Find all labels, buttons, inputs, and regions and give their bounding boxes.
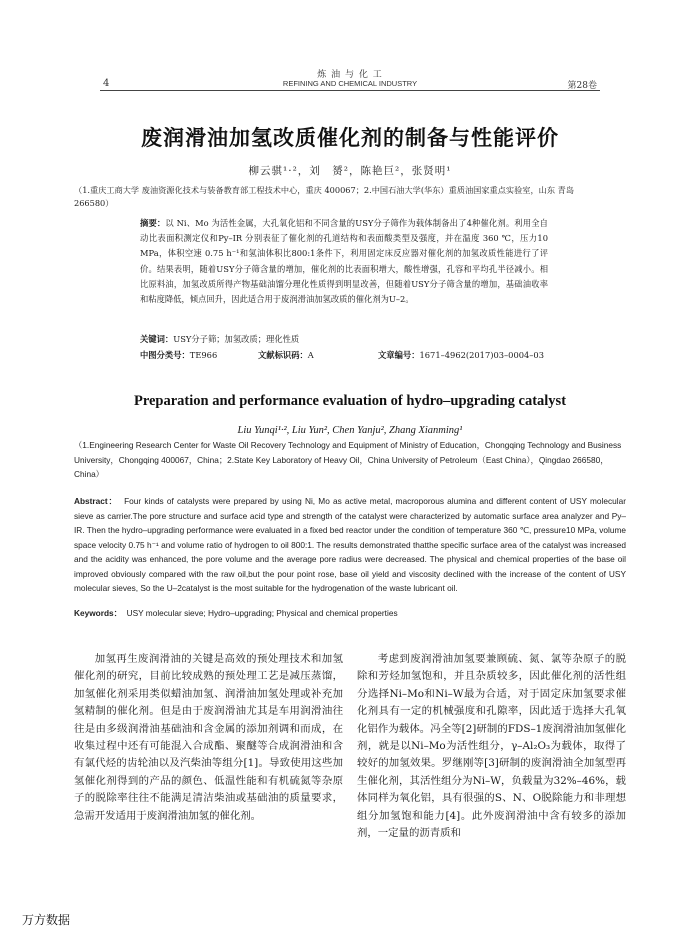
- journal-name-en: REFINING AND CHEMICAL INDUSTRY: [282, 79, 418, 88]
- abstract-cn: [140, 216, 548, 307]
- article-title-en: Preparation and performance evaluation of hydro–upgrading catalyst: [133, 393, 567, 409]
- volume-label: 第28卷: [567, 81, 597, 91]
- abstract-cn-text: 以 Ni、Mo 为活性金属，大孔氧化铝和不同含量的USY分子筛作为载体制备出了4种催化剂。利用全自动比表面积测定仪和Py–IR 分别表征了催化剂的孔道结构和表面酸类型及强度，并在温度 360 ℃，压力10 MPa，体积空速 0.75 h⁻¹和氢油体积比800:1条件下，利用固定床反应器对催化剂的加氢改质性能进行了评价。结果表明，随着USY分子筛含量的增加，催化剂的比表面积增大，酸性增强，孔容和平均孔半径减小。相比原料油，加氢改质所得产物基础油馏分理化性质得到明显改善，但随着USY分子筛含量的增加，基础油收率和粘度降低，倾点回升，因此适合用于废润滑油加氢改质的催化剂为U–2。: [140, 218, 548, 305]
- keywords-en-text: USY molecular sieve; Hydro–upgrading; Physical and chemical properties: [126, 608, 398, 618]
- watermark: 万方数据: [22, 913, 71, 927]
- keywords-en-label: Keywords：: [74, 608, 122, 618]
- journal-name-cn: 炼 油 与 化 工: [317, 70, 383, 80]
- affiliation-cn: （1.重庆工商大学 废油资源化技术与装备教育部工程技术中心，重庆 400067；2.中国石油大学(华东）重质油国家重点实验室，山东 青岛 266580）: [74, 185, 575, 208]
- abstract-en-label: Abstract：: [74, 496, 118, 506]
- authors-en: Liu Yunqi¹·², Liu Yun², Chen Yanju², Zhang Xianming¹: [237, 425, 463, 436]
- article-number-value: 1671–4962(2017)03–0004–03: [419, 350, 544, 360]
- document-code: [258, 348, 314, 362]
- keywords-cn-label: 关键词：: [140, 334, 174, 344]
- abstract-cn-label: 摘要：: [140, 218, 166, 228]
- keywords-en: [74, 606, 626, 620]
- article-number: [378, 348, 544, 362]
- affiliation-en: （1.Engineering Research Center for Waste Oil Recovery Technology and Equipment of Ministry of Education，Chongqing Technology and Business University，Chongqing 400067，China；2.State Key Laboratory of Heavy Oil，China University of Petroleum（East China），Qingdao 266580，China）: [74, 440, 622, 479]
- page-number: 4: [103, 78, 110, 89]
- clc-label: 中图分类号：: [140, 350, 190, 360]
- header-rule: [100, 90, 600, 91]
- body-column-right: 考虑到废润滑油加氢要兼顾硫、氮、氯等杂原子的脱除和芳烃加氢饱和，并且杂质较多，因此催化剂的活性组分选择Ni–Mo和Ni–W最为合适，对于固定床加氢要求催化剂具有一定的机械强度和孔隙率，因此适于选择大孔氧化铝作为载体。冯全等[2]研制的FDS–1废润滑油加氢催化剂，就是以Ni–Mo为活性组分，γ–Al₂O₃为载体，取得了较好的加氢效果。罗继刚等[3]研制的废润滑油全加氢型再生催化剂，其活性组分为Ni–W，负载量为32%–46%，载体同样为氧化铝，具有很强的S、N、O脱除能力和非理想组分加氢饱和能力[4]。此外废润滑油中含有较多的添加剂，一定量的沥青质和: [357, 653, 626, 840]
- clc-value: TE966: [189, 350, 218, 360]
- article-title-cn: 废润滑油加氢改质催化剂的制备与性能评价: [141, 126, 559, 150]
- document-code-label: 文献标识码：: [258, 350, 308, 360]
- keywords-cn-text: USY分子筛；加氢改质；理化性质: [173, 334, 300, 344]
- document-code-value: A: [307, 350, 314, 360]
- abstract-en: [74, 494, 626, 596]
- clc-number: [140, 348, 217, 362]
- body-column-left: 加氢再生废润滑油的关键是高效的预处理技术和加氢催化剂的研究，目前比较成熟的预处理工艺是减压蒸馏，加氢催化剂采用类似蜡油加氢、润滑油加氢处理或补充加氢精制的催化剂。但是由于废润滑油尤其是车用润滑油往往是由多级润滑油基础油和含金属的添加剂调和而成，在收集过程中还有可能混入合成酯、聚醚等合成润滑油和含有氯代烃的齿轮油以及汽柴油等组分[1]。导致使用这些加氢催化剂得到的产品的颜色、低温性能和有机硫氮等杂原子的脱除率往往不能满足清洁柴油或基础油的质量要求，急需开发适用于废润滑油加氢的催化剂。: [74, 653, 343, 822]
- keywords-cn: [140, 332, 548, 346]
- article-number-label: 文章编号：: [378, 350, 420, 360]
- abstract-en-text: Four kinds of catalysts were prepared by using Ni, Mo as active metal, macroporous alumina and different content of USY molecular sieve as carrier.The pore structure and surface acid type and strength of the catalyst were characterized by automatic surface area analyzer and Py–IR. Then the hydro–upgrading performance were evaluated in a fixed bed reactor under the condition of temperature 360 ℃, pressure10 MPa, volume space velocity 0.75 h⁻¹ and volume ratio of hydrogen to oil 800:1. The results demonstrated thatthe specific surface area of the catalyst was increased and the acidity was enhanced, the pore volume and the average pore radius were decreased. The physical and chemical properties of the base oil improved obviously compared with the raw oil,but the pour point rose, base oil yield and viscosity declined with the increase of the content of USY molecular sieves, So the U–2catalyst is the most suitable for the hydrogenation of the waste lubricant oil.: [74, 496, 626, 593]
- authors-cn: 柳云骐¹·²，刘 赟²，陈艳巨²，张贤明¹: [248, 165, 452, 177]
